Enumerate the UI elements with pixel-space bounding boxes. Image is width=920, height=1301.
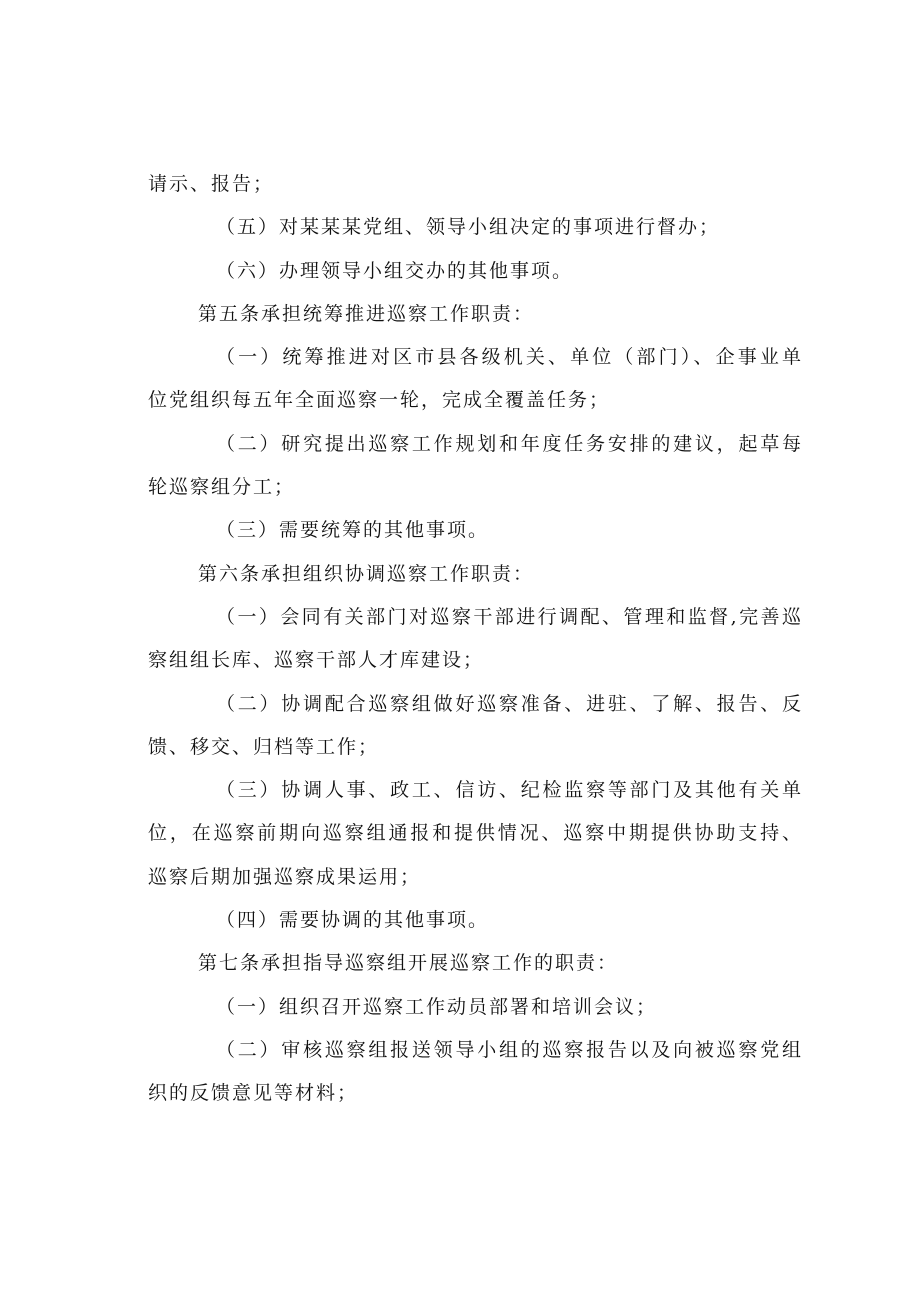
list-item-line: （一）组织召开巡察工作动员部署和培训会议； [216, 995, 658, 1018]
list-item-line: （一）会同有关部门对巡察干部进行调配、管理和监督,完善巡 [216, 605, 802, 628]
list-item-line: （六）办理领导小组交办的其他事项。 [216, 259, 574, 282]
document-body [148, 163, 802, 1116]
list-item-line: （四）需要协调的其他事项。 [216, 909, 490, 932]
list-item-line: （二）协调配合巡察组做好巡察准备、进驻、了解、报告、反 [216, 692, 802, 715]
paragraph-line: 请示、报告； [148, 173, 275, 195]
list-item-line: （一）统筹推进对区市县各级机关、单位（部门）、企事业单 [216, 346, 802, 369]
paragraph-line: 察组组长库、巡察干部人才库建设； [148, 649, 485, 672]
paragraph-line: 轮巡察组分工； [148, 476, 296, 499]
paragraph-line: 馈、移交、归档等工作； [148, 735, 380, 758]
paragraph-line: 位党组织每五年全面巡察一轮，完成全覆盖任务； [148, 389, 611, 412]
list-item-line: （二）审核巡察组报送领导小组的巡察报告以及向被巡察党组 [216, 1038, 802, 1061]
paragraph-line: 巡察后期加强巡察成果运用； [148, 865, 422, 888]
article-heading: 第六条承担组织协调巡察工作职责： [198, 562, 535, 585]
paragraph-line: 织的反馈意见等材料； [148, 1082, 359, 1105]
paragraph-line: 位，在巡察前期向巡察组通报和提供情况、巡察中期提供协助支持、 [148, 822, 802, 845]
list-item-line: （三）需要统筹的其他事项。 [216, 519, 490, 542]
list-item-line: （五）对某某某党组、领导小组决定的事项进行督办； [216, 216, 721, 239]
article-heading: 第五条承担统筹推进巡察工作职责： [198, 302, 535, 325]
list-item-line: （三）协调人事、政工、信访、纪检监察等部门及其他有关单 [216, 779, 802, 802]
list-item-line: （二）研究提出巡察工作规划和年度任务安排的建议，起草每 [216, 432, 802, 455]
article-heading: 第七条承担指导巡察组开展巡察工作的职责： [198, 952, 619, 975]
